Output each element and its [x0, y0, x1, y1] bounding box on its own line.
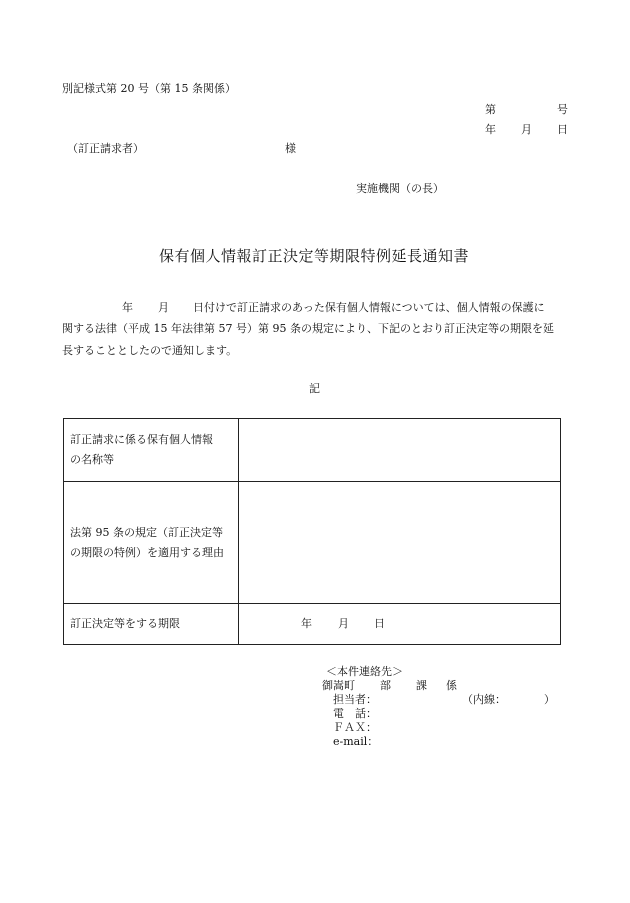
details-table	[63, 418, 561, 645]
contact-person-label: 担当者：	[333, 693, 377, 706]
row-label-deadline: 訂正決定等をする期限	[64, 604, 239, 645]
body-line-2: 関する法律（平成 15 年法律第 57 号）第 95 条の規定により、下記のとおり訂正決定等の期限を延	[62, 322, 554, 335]
contact-division: 課	[416, 679, 427, 692]
row-label-reason	[64, 482, 239, 604]
table-row	[64, 482, 561, 604]
honorific-sama: 様	[285, 142, 296, 155]
form-reference: 別記様式第 20 号（第 15 条関係）	[62, 82, 236, 95]
contact-extension-close: ）	[544, 693, 555, 706]
doc-number-suffix: 号	[557, 103, 568, 116]
row-value-reason[interactable]	[239, 482, 561, 604]
table-row	[64, 604, 561, 645]
contact-heading: ＜本件連絡先＞	[326, 665, 403, 678]
date-month: 月	[521, 123, 532, 136]
contact-phone-label: 電 話：	[333, 707, 377, 720]
contact-department: 部	[380, 679, 391, 692]
row-label-line: 法第 95 条の規定（訂正決定等	[70, 525, 223, 539]
contact-town: 御嵩町	[322, 679, 355, 692]
page-title: 保有個人情報訂正決定等期限特例延長通知書	[159, 247, 470, 265]
deadline-year: 年	[301, 617, 312, 630]
row-label-line: 訂正請求に係る保有個人情報	[70, 433, 213, 446]
body-date-year: 年	[122, 301, 133, 314]
contact-email-label: e-mail：	[333, 735, 379, 748]
contact-fax-label: ＦＡＸ：	[333, 721, 377, 734]
ki-heading: 記	[309, 382, 320, 395]
body-date-month: 月	[158, 301, 169, 314]
row-label-line: の期限の特例）を適用する理由	[70, 545, 224, 559]
contact-extension-label: （内線：	[462, 693, 506, 706]
deadline-month: 月	[338, 617, 349, 630]
deadline-day: 日	[374, 617, 385, 630]
contact-section: 係	[446, 679, 457, 692]
doc-number-prefix: 第	[485, 103, 496, 116]
issuing-agency: 実施機関（の長）	[356, 182, 444, 195]
body-line-3: 長することとしたので通知します。	[62, 344, 238, 357]
row-value-deadline[interactable]	[239, 604, 561, 645]
date-year: 年	[485, 123, 496, 136]
row-label-line: の名称等	[70, 453, 114, 466]
date-day: 日	[557, 123, 568, 136]
table-row	[64, 419, 561, 482]
row-label-info-name	[64, 419, 239, 482]
requester-label: （訂正請求者）	[67, 142, 144, 155]
row-value-info-name[interactable]	[239, 419, 561, 482]
body-line-1: 日付けで訂正請求のあった保有個人情報については、個人情報の保護に	[193, 301, 545, 314]
